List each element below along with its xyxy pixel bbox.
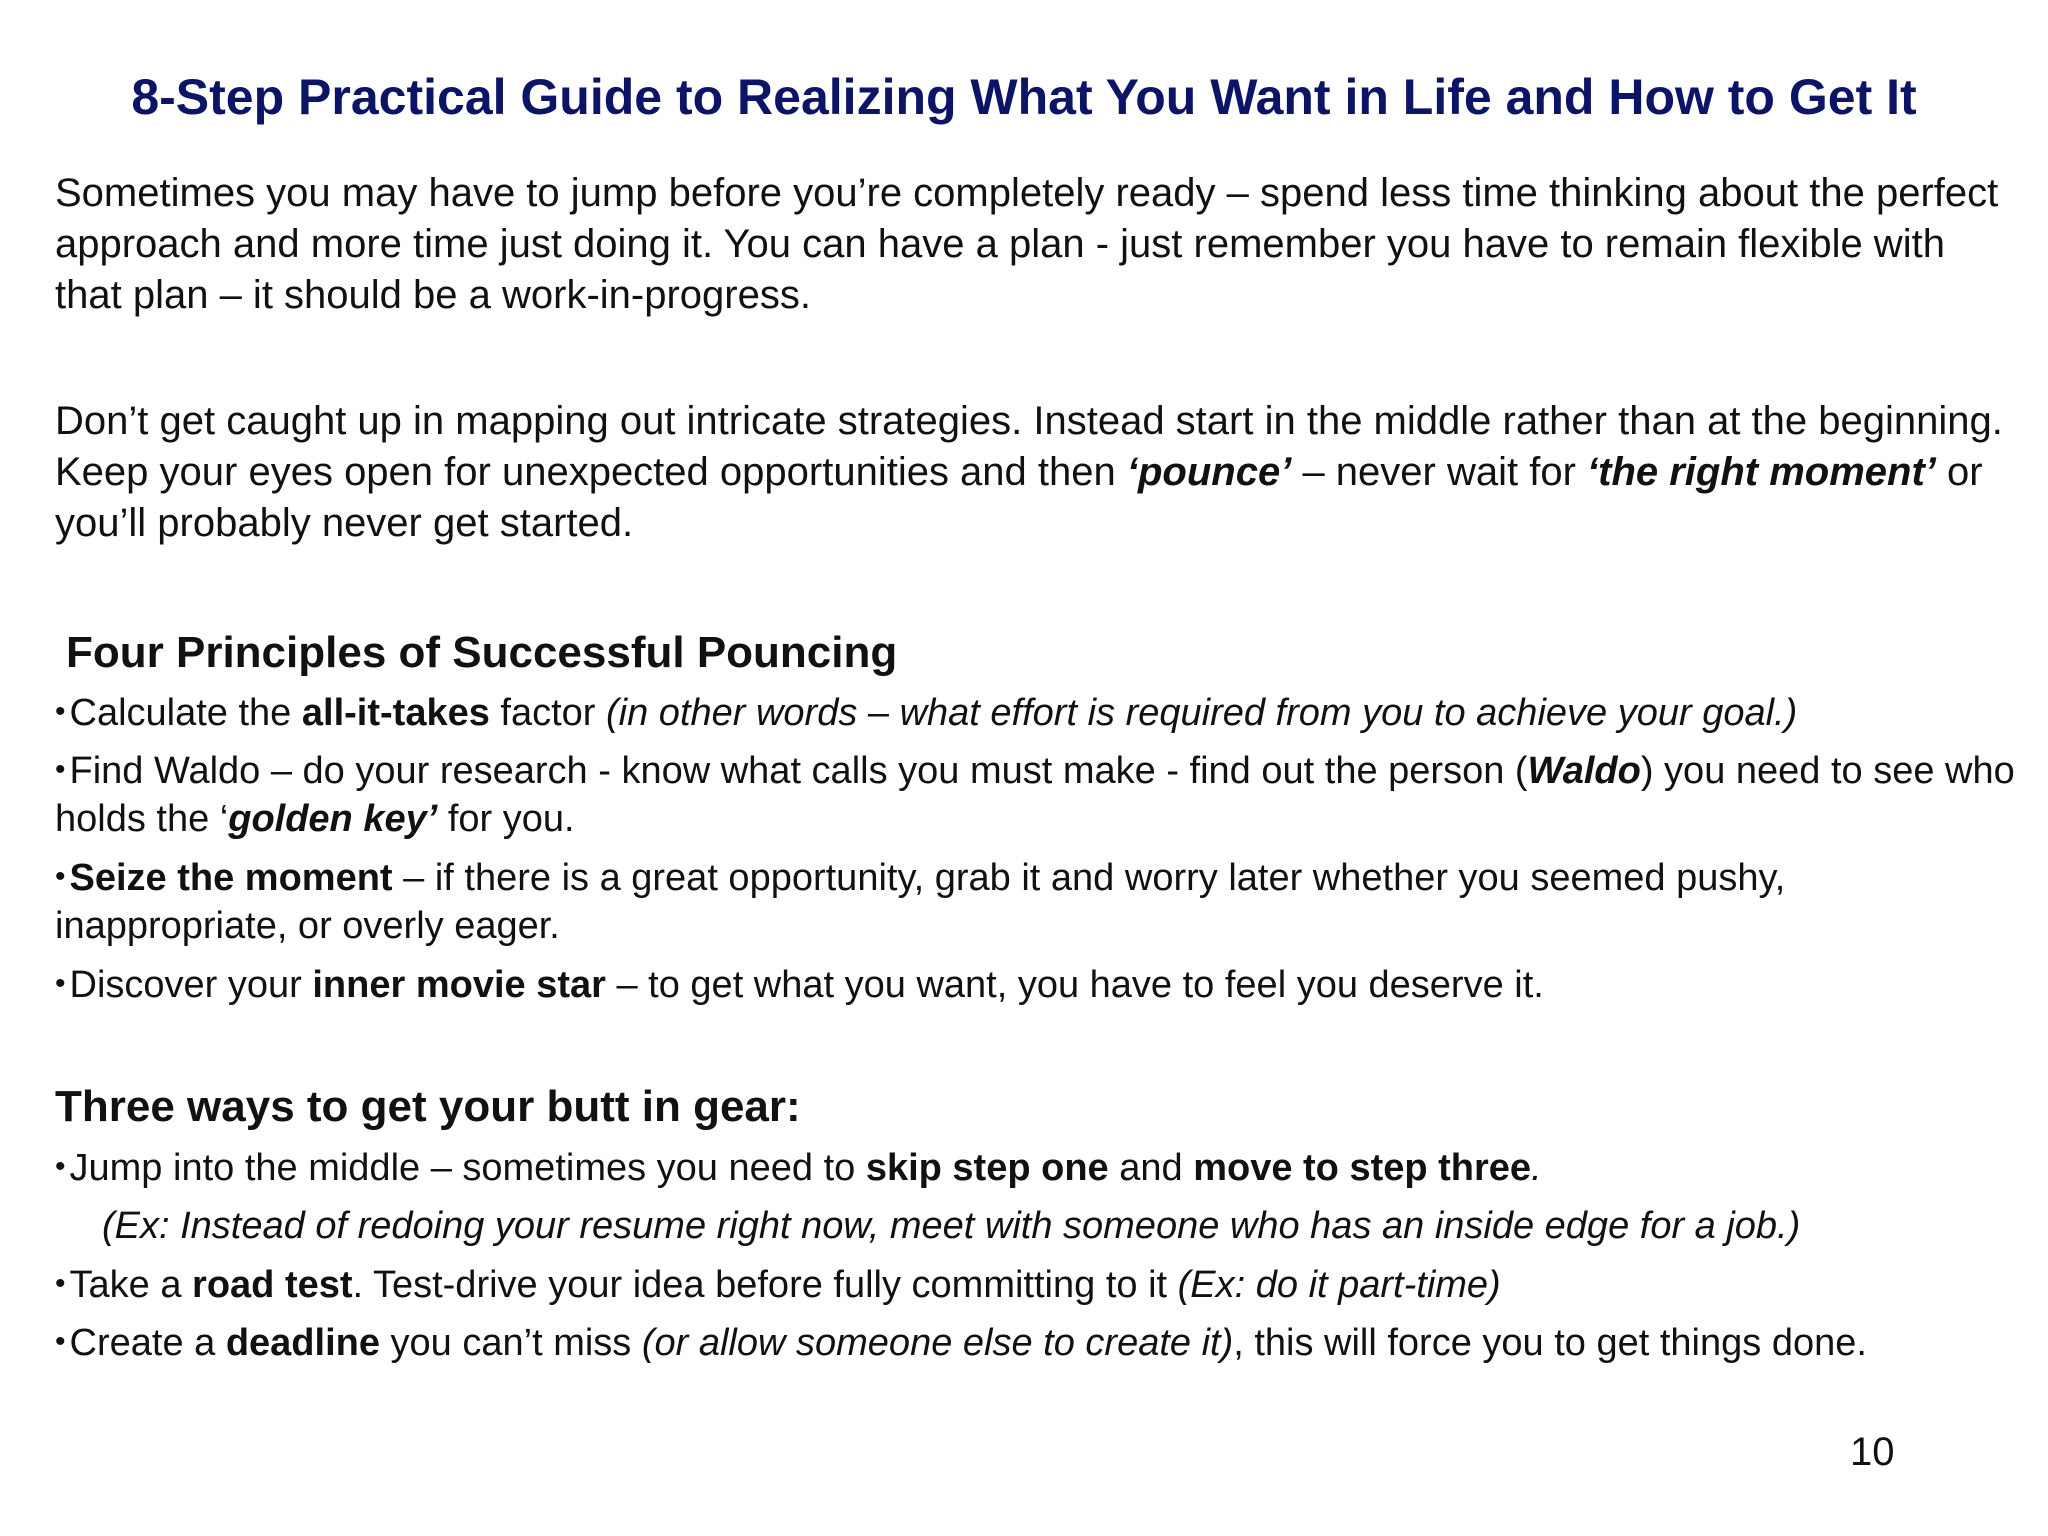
text-run: factor [489, 692, 607, 734]
text-run: for you. [437, 798, 575, 840]
emphasis: Seize the moment [69, 857, 393, 899]
emphasis: deadline [225, 1322, 380, 1364]
emphasis: move to step three [1193, 1147, 1532, 1189]
gear-heading: Three ways to get your butt in gear: [55, 1082, 801, 1131]
text-run: , this will force you to get things done. [1233, 1322, 1867, 1364]
text-run: Take a [69, 1264, 193, 1306]
emphasis-pounce: ‘pounce’ [1126, 450, 1292, 494]
principle-bullet-4 [55, 960, 2015, 1009]
bullet-dot: • [55, 695, 66, 728]
text-run: . Test-drive your idea before fully committing to it [352, 1264, 1178, 1306]
text-run: and [1108, 1147, 1194, 1189]
intro-paragraph-1: Sometimes you may have to jump before you’re completely ready – spend less time thinking about the perfect approach and more time just doing it. You can have a plan - just remember you have to remain flexible with that plan – it should be a work-in-progress. [55, 171, 1999, 317]
gear-bullet-1-example: (Ex: Instead of redoing your resume right now, meet with someone who has an inside edge for a job.) [102, 1205, 1801, 1247]
text-run: Discover your [69, 964, 313, 1006]
aside: (or allow someone else to create it) [641, 1322, 1234, 1364]
text-run: you can’t miss [379, 1322, 642, 1364]
principle-bullet-1 [55, 688, 2015, 737]
bullet-dot: • [55, 860, 66, 893]
emphasis-right-moment: ‘the right moment’ [1587, 450, 1936, 494]
page-title: 8-Step Practical Guide to Realizing What You Want in Life and How to Get It [131, 69, 1917, 125]
gear-bullet-1 [55, 1143, 2015, 1192]
bullet-dot: • [55, 753, 66, 786]
bullet-dot: • [55, 1325, 66, 1358]
bullet-dot: • [55, 967, 66, 1000]
emphasis-golden-key: golden key’ [228, 798, 438, 840]
text-run: . [1531, 1147, 1542, 1189]
emphasis: skip step one [865, 1147, 1109, 1189]
bullet-dot: • [55, 1150, 66, 1183]
intro-paragraph-2 [55, 396, 2015, 549]
gear-bullet-2 [55, 1260, 2015, 1309]
text-run: or you’ll probably never get started. [55, 450, 1983, 545]
aside: (in other words – what effort is required from you to achieve your goal.) [606, 692, 1798, 734]
text-run: Find Waldo – do your research - know what calls you must make - find out the person ( [69, 750, 1528, 792]
emphasis: inner movie star [312, 964, 606, 1006]
text-run: – to get what you want, you have to feel you deserve it. [605, 964, 1544, 1006]
bullet-dot: • [55, 1267, 66, 1300]
emphasis-waldo: Waldo [1527, 750, 1641, 792]
gear-bullet-3 [55, 1318, 2015, 1367]
page-number: 10 [1850, 1430, 1895, 1474]
text-run: ) you need to see who holds the ‘ [55, 750, 2015, 840]
text-run: Create a [69, 1322, 226, 1364]
aside: (Ex: do it part-time) [1177, 1264, 1501, 1306]
text-run: Calculate the [69, 692, 302, 734]
text-run: – never wait for [1291, 450, 1588, 494]
principle-bullet-2 [55, 746, 2015, 843]
text-run: – if there is a great opportunity, grab it and worry later whether you seemed pushy, inappropriate, or overly eager. [55, 857, 1786, 947]
emphasis: all-it-takes [301, 692, 490, 734]
principle-bullet-3 [55, 853, 2015, 950]
principles-heading: Four Principles of Successful Pouncing [66, 628, 898, 677]
emphasis: road test [192, 1264, 353, 1306]
text-run: Don’t get caught up in mapping out intricate strategies. Instead start in the middle rather than at the beginning. Keep your eyes open for unexpected opportunities and then [55, 399, 2003, 494]
text-run: Jump into the middle – sometimes you need to [69, 1147, 866, 1189]
